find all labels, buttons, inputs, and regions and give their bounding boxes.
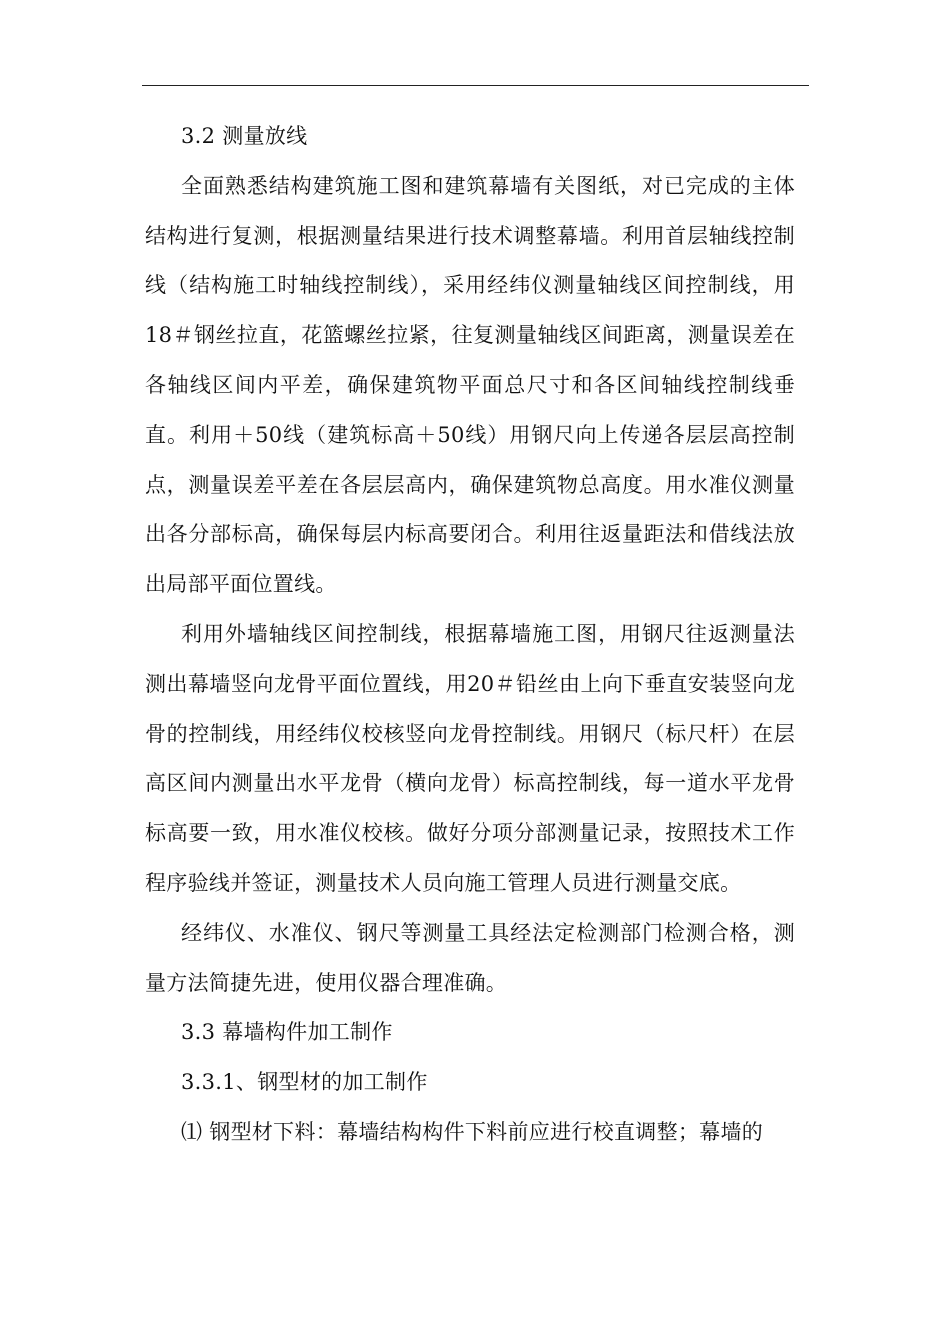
paragraph-keel-control: 利用外墙轴线区间控制线，根据幕墙施工图，用钢尺往返测量法测出幕墙竖向龙骨平面位置线，用20＃铅丝由上向下垂直安装竖向龙骨的控制线，用经纬仪校核竖向龙骨控制线。用钢尺（标尺杆）在层高区间内测量出水平龙骨（横向龙骨）标高控制线，每一道水平龙骨标高要一致，用水准仪校核。做好分项分部测量记录，按照技术工作程序验线并签证，测量技术人员向施工管理人员进行测量交底。: [145, 621, 795, 895]
document-body: [145, 112, 795, 1158]
section-heading-3-3: 3.3 幕墙构件加工制作: [181, 1020, 393, 1045]
section-heading-3-2: 3.2 测量放线: [181, 124, 308, 148]
header-rule: [142, 85, 809, 86]
paragraph-survey-setup: 全面熟悉结构建筑施工图和建筑幕墙有关图纸，对已完成的主体结构进行复测，根据测量结果进行技术调整幕墙。利用首层轴线控制线（结构施工时轴线控制线），采用经纬仪测量轴线区间控制线，用18＃钢丝拉直，花篮螺丝拉紧，往复测量轴线区间距离，测量误差在各轴线区间内平差，确保建筑物平面总尺寸和各区间轴线控制线垂直。利用＋50线（建筑标高＋50线）用钢尺向上传递各层层高控制点，测量误差平差在各层层高内，确保建筑物总高度。用水准仪测量出各分部标高，确保每层内标高要闭合。利用往返量距法和借线法放出局部平面位置线。: [145, 173, 795, 597]
section-heading-3-3-1: 3.3.1、钢型材的加工制作: [181, 1070, 428, 1095]
paragraph-instruments: 经纬仪、水准仪、钢尺等测量工具经法定检测部门检测合格，测量方法简捷先进，使用仪器合理准确。: [145, 920, 795, 995]
list-item-steel-cutting: ⑴ 钢型材下料：幕墙结构构件下料前应进行校直调整；幕墙的: [181, 1119, 764, 1144]
